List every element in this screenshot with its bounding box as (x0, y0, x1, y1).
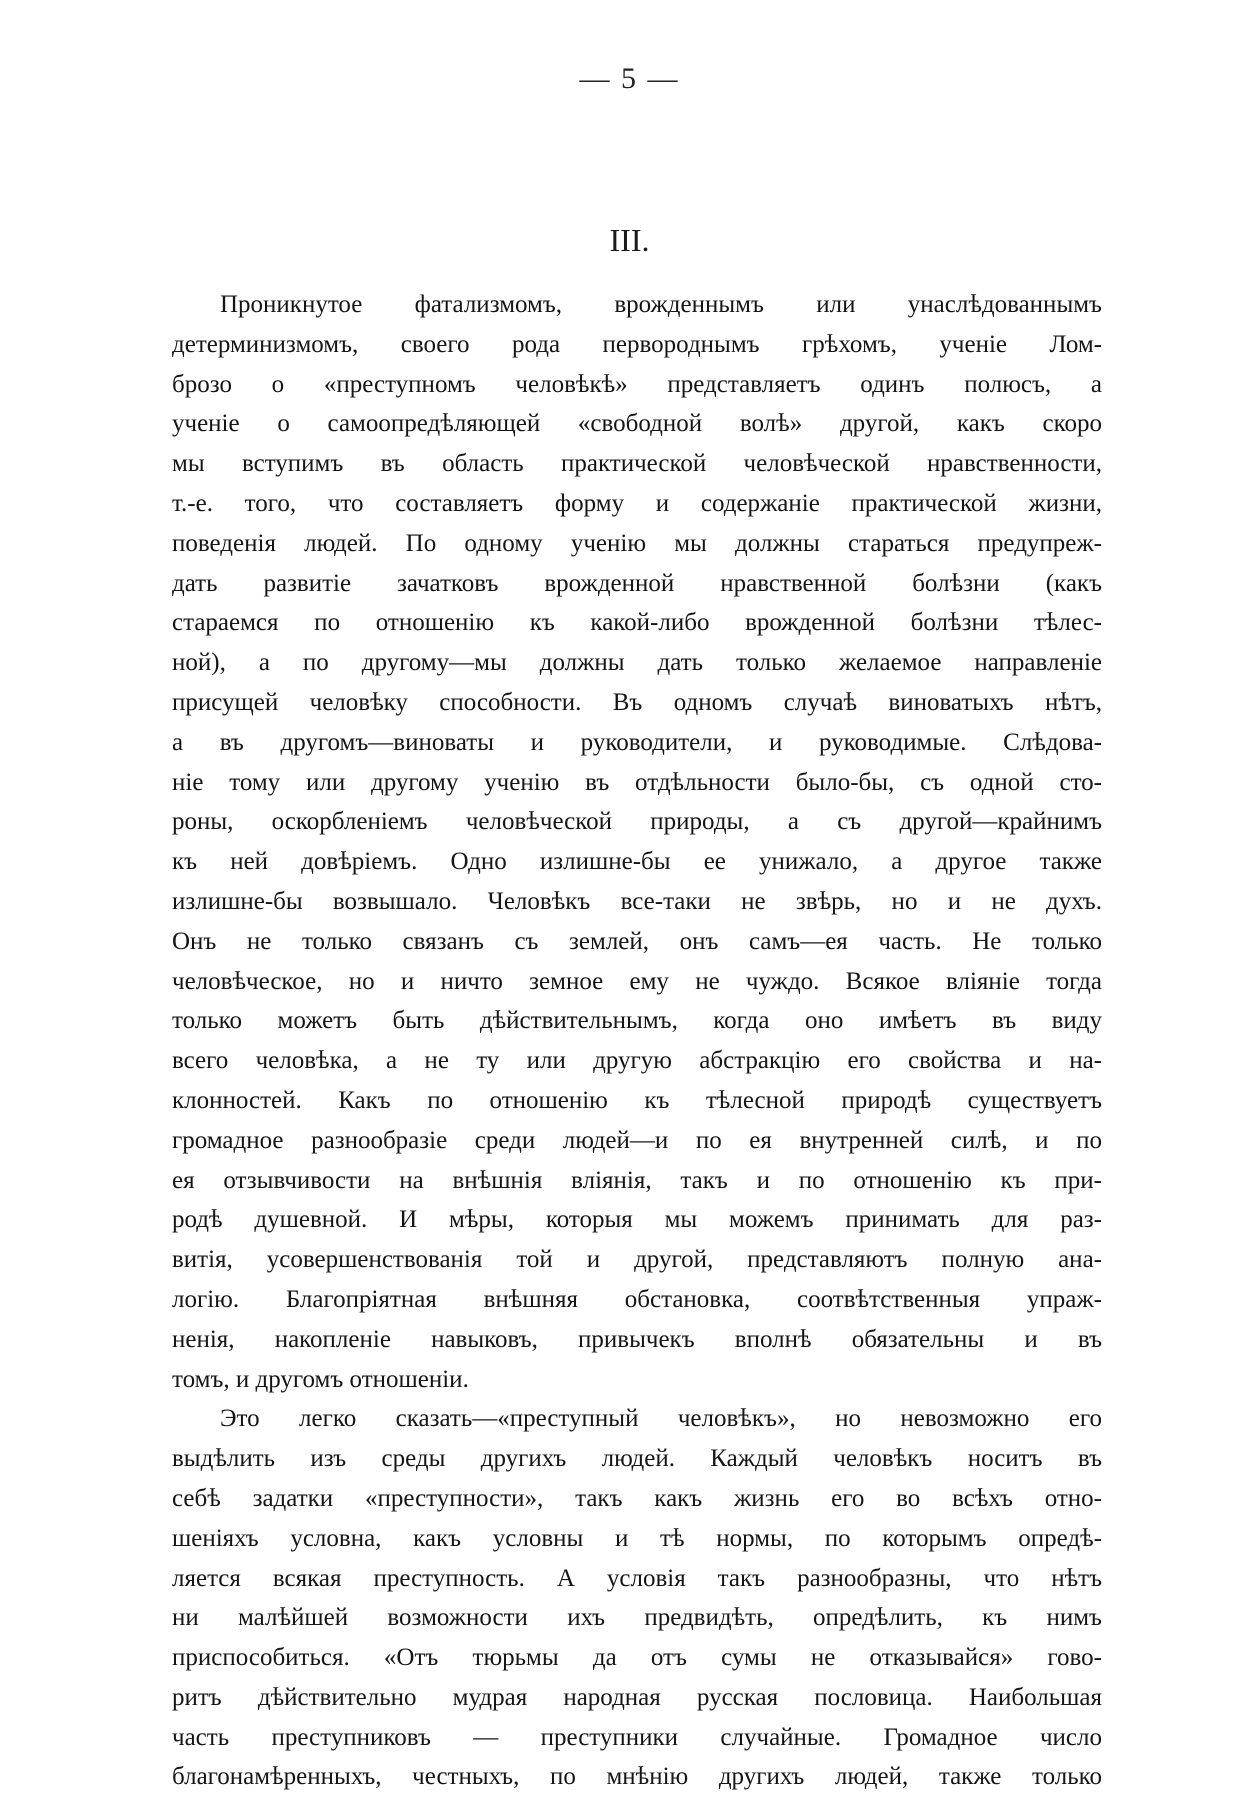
text-line: томъ, и другомъ отношеніи. (172, 1365, 469, 1393)
text-line: а въ другомъ—виноваты и руководители, и руководимые. Слѣдова- (172, 728, 1102, 756)
paragraph (172, 1399, 1102, 1797)
text-line: выдѣлить изъ среды другихъ людей. Каждый человѣкъ носитъ въ (172, 1445, 1102, 1473)
text-line: ея отзывчивости на внѣшнія вліянія, такъ и по отношенію къ при- (172, 1166, 1102, 1194)
text-line: ніе тому или другому ученію въ отдѣльности было-бы, съ одной сто- (172, 768, 1102, 796)
text-line: громадное разнообразіе среди людей—и по ея внутренней силѣ, и по (172, 1126, 1102, 1154)
text-line: брозо о «преступномъ человѣкѣ» представляетъ одинъ полюсъ, а (172, 370, 1102, 398)
text-line: роны, оскорбленіемъ человѣческой природы, а съ другой—крайнимъ (172, 808, 1102, 836)
text-line: ученіе о самоопредѣляющей «свободной волѣ» другой, какъ скоро (172, 410, 1102, 438)
page-number: — 5 — (579, 62, 680, 95)
text-line: поведенія людей. По одному ученію мы должны стараться предупреж- (172, 529, 1102, 557)
text-line: стараемся по отношенію къ какой-либо врожденной болѣзни тѣлес- (172, 609, 1102, 637)
text-line: приспособиться. «Отъ тюрьмы да отъ сумы не отказывайся» гово- (172, 1644, 1102, 1672)
text-line: ляется всякая преступность. А условія такъ разнообразны, что нѣтъ (172, 1564, 1102, 1592)
text-line: шеніяхъ условна, какъ условны и тѣ нормы, по которымъ опредѣ- (172, 1524, 1102, 1552)
text-line: клонностей. Какъ по отношенію къ тѣлесной природѣ существуетъ (172, 1086, 1102, 1114)
text-line: себѣ задатки «преступности», такъ какъ жизнь его во всѣхъ отно- (172, 1484, 1102, 1512)
section-heading: III. (609, 222, 650, 258)
text-line: мы вступимъ въ область практической человѣческой нравственности, (172, 450, 1102, 478)
text-line: всего человѣка, а не ту или другую абстракцію его свойства и на- (172, 1047, 1102, 1075)
text-line: къ ней довѣріемъ. Одно излишне-бы ее унижало, а другое также (172, 848, 1102, 876)
text-line: ной), а по другому—мы должны дать только желаемое направленіе (172, 649, 1102, 677)
paragraph (172, 285, 1102, 1399)
text-line: ненія, накопленіе навыковъ, привычекъ вполнѣ обязательны и въ (172, 1325, 1102, 1353)
text-line: только можетъ быть дѣйствительнымъ, когда оно имѣетъ въ виду (172, 1007, 1102, 1035)
text-line: Онъ не только связанъ съ землей, онъ самъ—ея часть. Не только (172, 927, 1102, 955)
body-text (172, 285, 1102, 1797)
text-line: излишне-бы возвышало. Человѣкъ все-таки не звѣрь, но и не духъ. (172, 887, 1102, 915)
text-line: родѣ душевной. И мѣры, которыя мы можемъ принимать для раз- (172, 1206, 1102, 1234)
text-line: витія, усовершенствованія той и другой, представляютъ полную ана- (172, 1246, 1102, 1274)
text-line: человѣческое, но и ничто земное ему не чуждо. Всякое вліяніе тогда (172, 967, 1102, 995)
text-line: ни малѣйшей возможности ихъ предвидѣть, опредѣлить, къ нимъ (172, 1604, 1102, 1632)
text-line: часть преступниковъ — преступники случайные. Громадное число (172, 1723, 1102, 1751)
text-line: присущей человѣку способности. Въ одномъ случаѣ виноватыхъ нѣтъ, (172, 688, 1102, 716)
text-line: Это легко сказать—«преступный человѣкъ», но невозможно его (220, 1405, 1102, 1433)
text-line: благонамѣренныхъ, честныхъ, по мнѣнію другихъ людей, также только (172, 1763, 1102, 1791)
text-line: ритъ дѣйствительно мудрая народная русская пословица. Наибольшая (172, 1683, 1102, 1711)
text-line: т.-е. того, что составляетъ форму и содержаніе практической жизни, (172, 489, 1102, 517)
text-line: дать развитіе зачатковъ врожденной нравственной болѣзни (какъ (172, 569, 1102, 597)
text-line: Проникнутое фатализмомъ, врожденнымъ или унаслѣдованнымъ (220, 291, 1102, 318)
text-line: детерминизмомъ, своего рода первороднымъ грѣхомъ, ученіе Лом- (172, 330, 1102, 358)
text-line: логію. Благопріятная внѣшняя обстановка, соотвѣтственныя упраж- (172, 1285, 1102, 1313)
